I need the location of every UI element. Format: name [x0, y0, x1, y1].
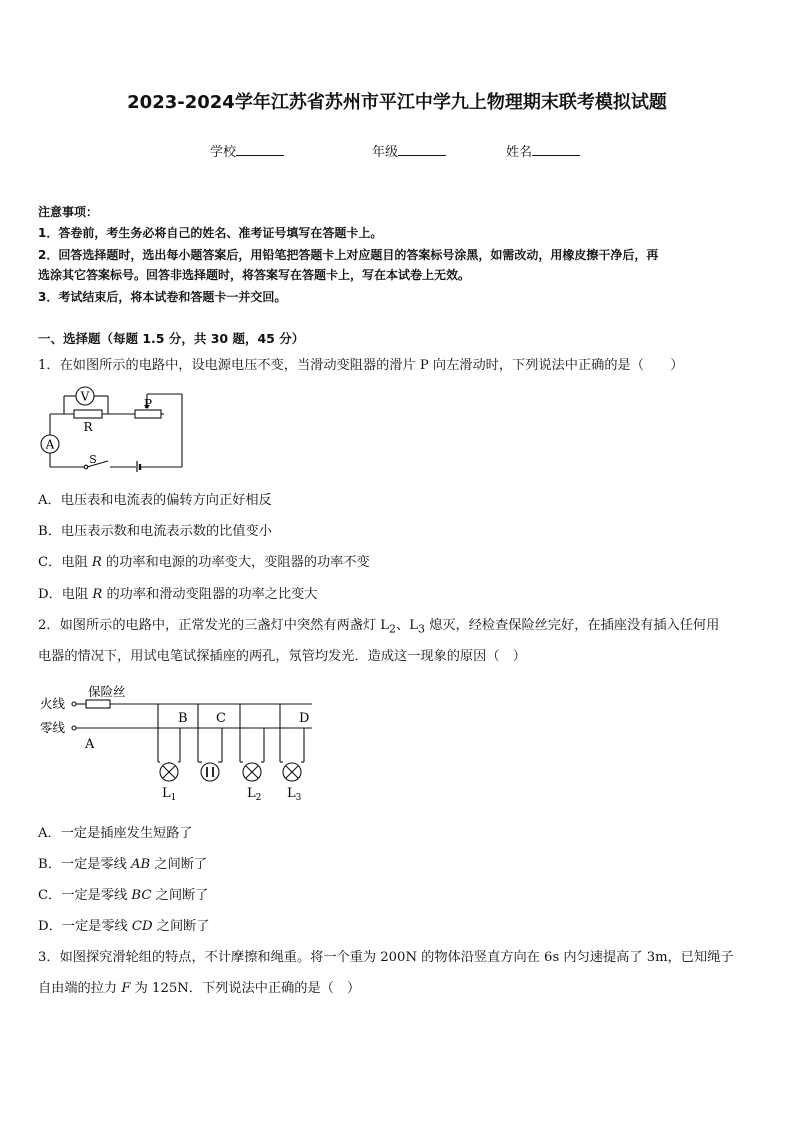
notice-item-1: 1．答卷前，考生务必将自己的姓名、准考证号填写在答题卡上。	[38, 226, 383, 240]
q2-stem-sub-2: 2	[389, 622, 397, 636]
point-a-label: A	[85, 737, 95, 752]
q2-circuit-diagram	[36, 680, 326, 802]
q2-option-c[interactable]	[38, 884, 208, 903]
notice-item-2-line-2: 选涂其它答案标号。回答非选择题时，将答案写在答题卡上，写在本试卷上无效。	[38, 268, 471, 282]
q2-option-b-pre: B．一定是零线	[38, 857, 132, 872]
page-title: 2023-2024学年江苏省苏州市平江中学九上物理期末联考模拟试题	[127, 92, 667, 113]
point-c-label: C	[216, 711, 226, 726]
q1-option-d-var: R	[92, 587, 103, 602]
q2-option-d-post: 之间断了	[152, 919, 210, 934]
neutral-wire-label: 零线	[40, 720, 66, 735]
name-field	[506, 141, 580, 160]
q2-stem-sub-3: 3	[417, 622, 425, 636]
section-heading: 一、选择题（每题 1.5 分，共 30 题，45 分）	[38, 331, 305, 346]
lamp-3-label: $L_3$	[287, 786, 302, 802]
lamp-1-label: $L_1$	[162, 786, 177, 802]
q1-option-c-pre: C．电阻	[38, 555, 92, 570]
notice-item-2-line-1: 2．回答选择题时，选出每小题答案后，用铅笔把答题卡上对应题目的答案标号涂黑，如需改动，用橡皮擦干净后，再	[38, 248, 659, 262]
fuse-label: 保险丝	[88, 684, 126, 699]
q2-stem-pre: 2．如图所示的电路中，正常发光的三盏灯中突然有两盏灯 L	[38, 618, 390, 633]
q2-option-c-var: BC	[131, 888, 152, 903]
lamp-2-label: $L_2$	[247, 786, 262, 802]
q2-stem-post: 熄灭，经检查保险丝完好，在插座没有插入任何用	[424, 618, 720, 633]
q2-option-c-post: 之间断了	[151, 888, 209, 903]
q1-option-c[interactable]	[38, 551, 370, 570]
voltmeter-label: V	[80, 389, 90, 404]
school-blank[interactable]	[236, 143, 284, 156]
q2-option-b-post: 之间断了	[150, 857, 208, 872]
switch-label: S	[89, 453, 97, 466]
q1-option-c-var: R	[91, 555, 102, 570]
q2-option-b[interactable]	[38, 853, 207, 872]
q3-stem-var: F	[121, 981, 131, 996]
slider-label: P	[143, 397, 153, 411]
q1-circuit-diagram	[36, 382, 188, 472]
q1-option-b[interactable]: B．电压表示数和电流表示数的比值变小	[38, 524, 272, 539]
q1-option-d-post: 的功率和滑动变阻器的功率之比变大	[102, 587, 318, 602]
q2-stem-mid: 、L	[396, 618, 418, 633]
name-label: 姓名	[506, 145, 533, 160]
school-label: 学校	[210, 145, 237, 160]
q1-option-a[interactable]: A．电压表和电流表的偏转方向正好相反	[38, 493, 272, 508]
q1-option-d-pre: D．电阻	[38, 587, 93, 602]
grade-field	[372, 141, 446, 160]
q2-option-a[interactable]: A．一定是插座发生短路了	[38, 826, 193, 841]
name-blank[interactable]	[532, 143, 580, 156]
resistor-label: R	[83, 420, 93, 434]
ammeter-label: A	[45, 437, 55, 452]
school-field	[210, 141, 284, 160]
q1-option-c-post: 的功率和电源的功率变大，变阻器的功率不变	[101, 555, 370, 570]
q2-stem-line-1	[38, 614, 719, 636]
notice-heading: 注意事项：	[38, 205, 99, 219]
q2-stem-line-2: 电器的情况下，用试电笔试探插座的两孔，氖管均发光．造成这一现象的原因（ ）	[38, 649, 526, 664]
q2-option-c-pre: C．一定是零线	[38, 888, 132, 903]
q3-stem-line-2	[38, 977, 360, 996]
grade-blank[interactable]	[398, 143, 446, 156]
q2-option-b-var: AB	[131, 857, 151, 872]
q1-stem: 1．在如图所示的电路中，设电源电压不变，当滑动变阻器的滑片 P 向左滑动时，下列说法中正确的是（ ）	[38, 358, 684, 373]
q1-option-d[interactable]	[38, 583, 317, 602]
live-wire-label: 火线	[40, 696, 66, 711]
q2-option-d[interactable]	[38, 915, 210, 934]
q2-option-d-var: CD	[131, 919, 153, 934]
grade-label: 年级	[372, 145, 399, 160]
notice-item-3: 3．考试结束后，将本试卷和答题卡一并交回。	[38, 290, 287, 304]
q3-stem-post: 为 125N．下列说法中正确的是（ ）	[130, 981, 361, 996]
q2-option-d-pre: D．一定是零线	[38, 919, 132, 934]
point-b-label: B	[178, 711, 188, 726]
point-d-label: D	[299, 711, 310, 726]
q3-stem-line-1: 3．如图探究滑轮组的特点，不计摩擦和绳重。将一个重为 200N 的物体沿竖直方向在 6s 内匀速提高了 3m，已知绳子	[38, 950, 734, 965]
q3-stem-pre: 自由端的拉力	[38, 981, 122, 996]
